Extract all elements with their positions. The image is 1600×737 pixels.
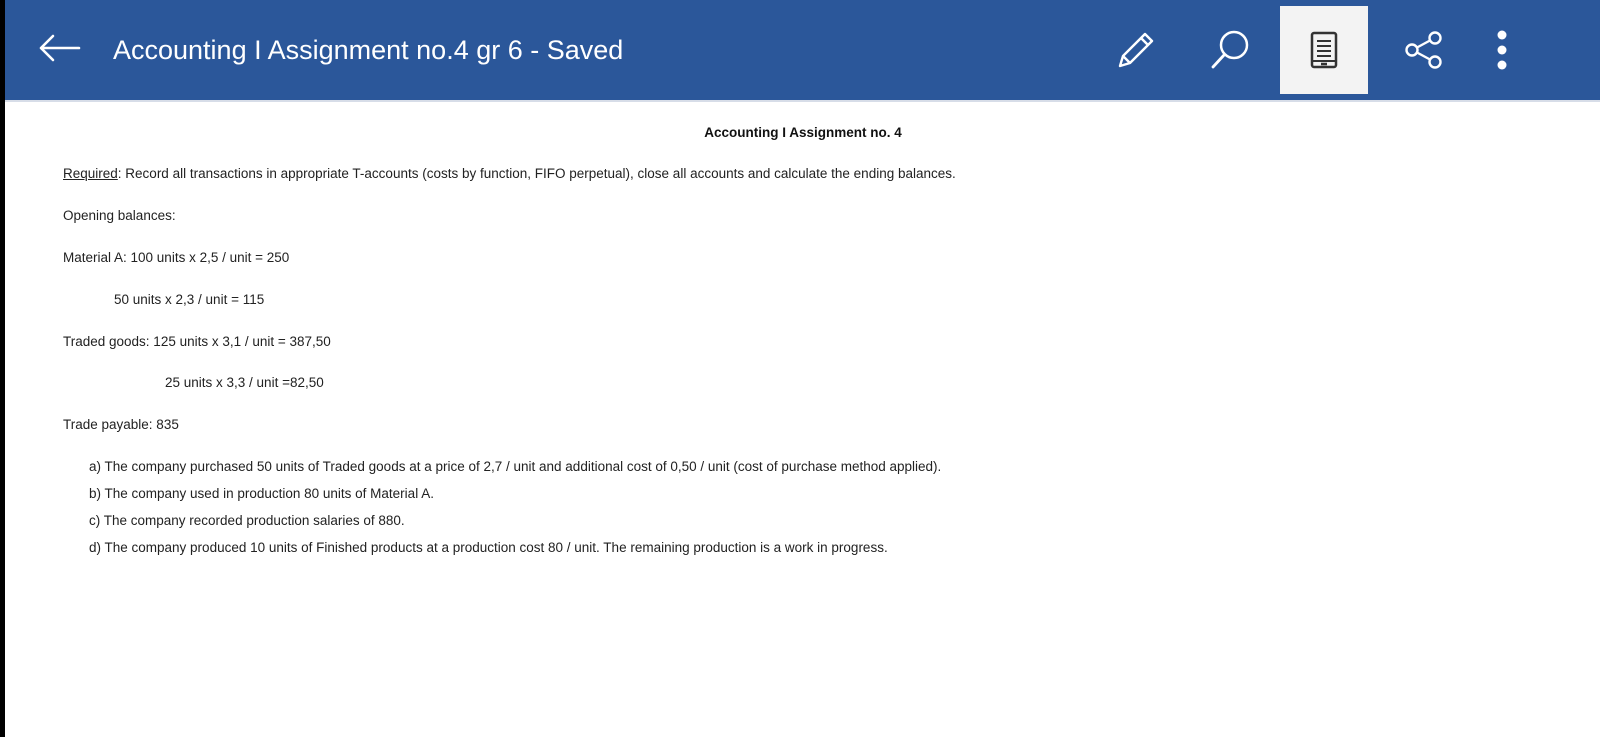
traded-goods-line-2: 25 units x 3,3 / unit =82,50 [165, 375, 324, 390]
transaction-item: b) The company used in production 80 units of Material A. [89, 486, 434, 501]
trade-payable-line: Trade payable: 835 [63, 417, 179, 432]
material-a-line-2: 50 units x 2,3 / unit = 115 [114, 292, 265, 307]
edit-button[interactable] [1092, 6, 1180, 94]
document-icon [1309, 30, 1339, 70]
transaction-item: c) The company recorded production salaries of 880. [89, 513, 405, 528]
more-options-button[interactable] [1466, 6, 1538, 94]
required-label: Required [63, 166, 118, 181]
pencil-icon [1115, 29, 1157, 71]
title-bar [5, 0, 1600, 100]
document-heading: Accounting I Assignment no. 4 [704, 125, 902, 140]
transaction-item: d) The company produced 10 units of Finished products at a production cost 80 / unit. The remaining production is a work in progress. [89, 540, 888, 555]
traded-goods-line-1: Traded goods: 125 units x 3,1 / unit = 387,50 [63, 334, 331, 349]
required-paragraph [63, 166, 956, 181]
search-button[interactable] [1186, 6, 1274, 94]
search-icon [1208, 28, 1252, 72]
word-app [5, 0, 1600, 737]
share-icon [1402, 28, 1446, 72]
reading-view-button[interactable] [1280, 6, 1368, 94]
back-button[interactable] [31, 26, 87, 70]
document-title: Accounting I Assignment no.4 gr 6 - Saved [113, 35, 624, 65]
required-text: : Record all transactions in appropriate T-accounts (costs by function, FIFO perpetual), close all accounts and calculate the ending balances. [117, 166, 956, 181]
transaction-item: a) The company purchased 50 units of Traded goods at a price of 2,7 / unit and additional cost of 0,50 / unit (cost of purchase method applied). [89, 459, 942, 474]
arrow-left-icon [37, 33, 81, 63]
share-button[interactable] [1380, 6, 1468, 94]
more-vertical-icon [1495, 28, 1509, 72]
opening-balances-label: Opening balances: [63, 208, 176, 223]
material-a-line-1: Material A: 100 units x 2,5 / unit = 250 [63, 250, 290, 265]
document-page[interactable] [63, 102, 1543, 722]
